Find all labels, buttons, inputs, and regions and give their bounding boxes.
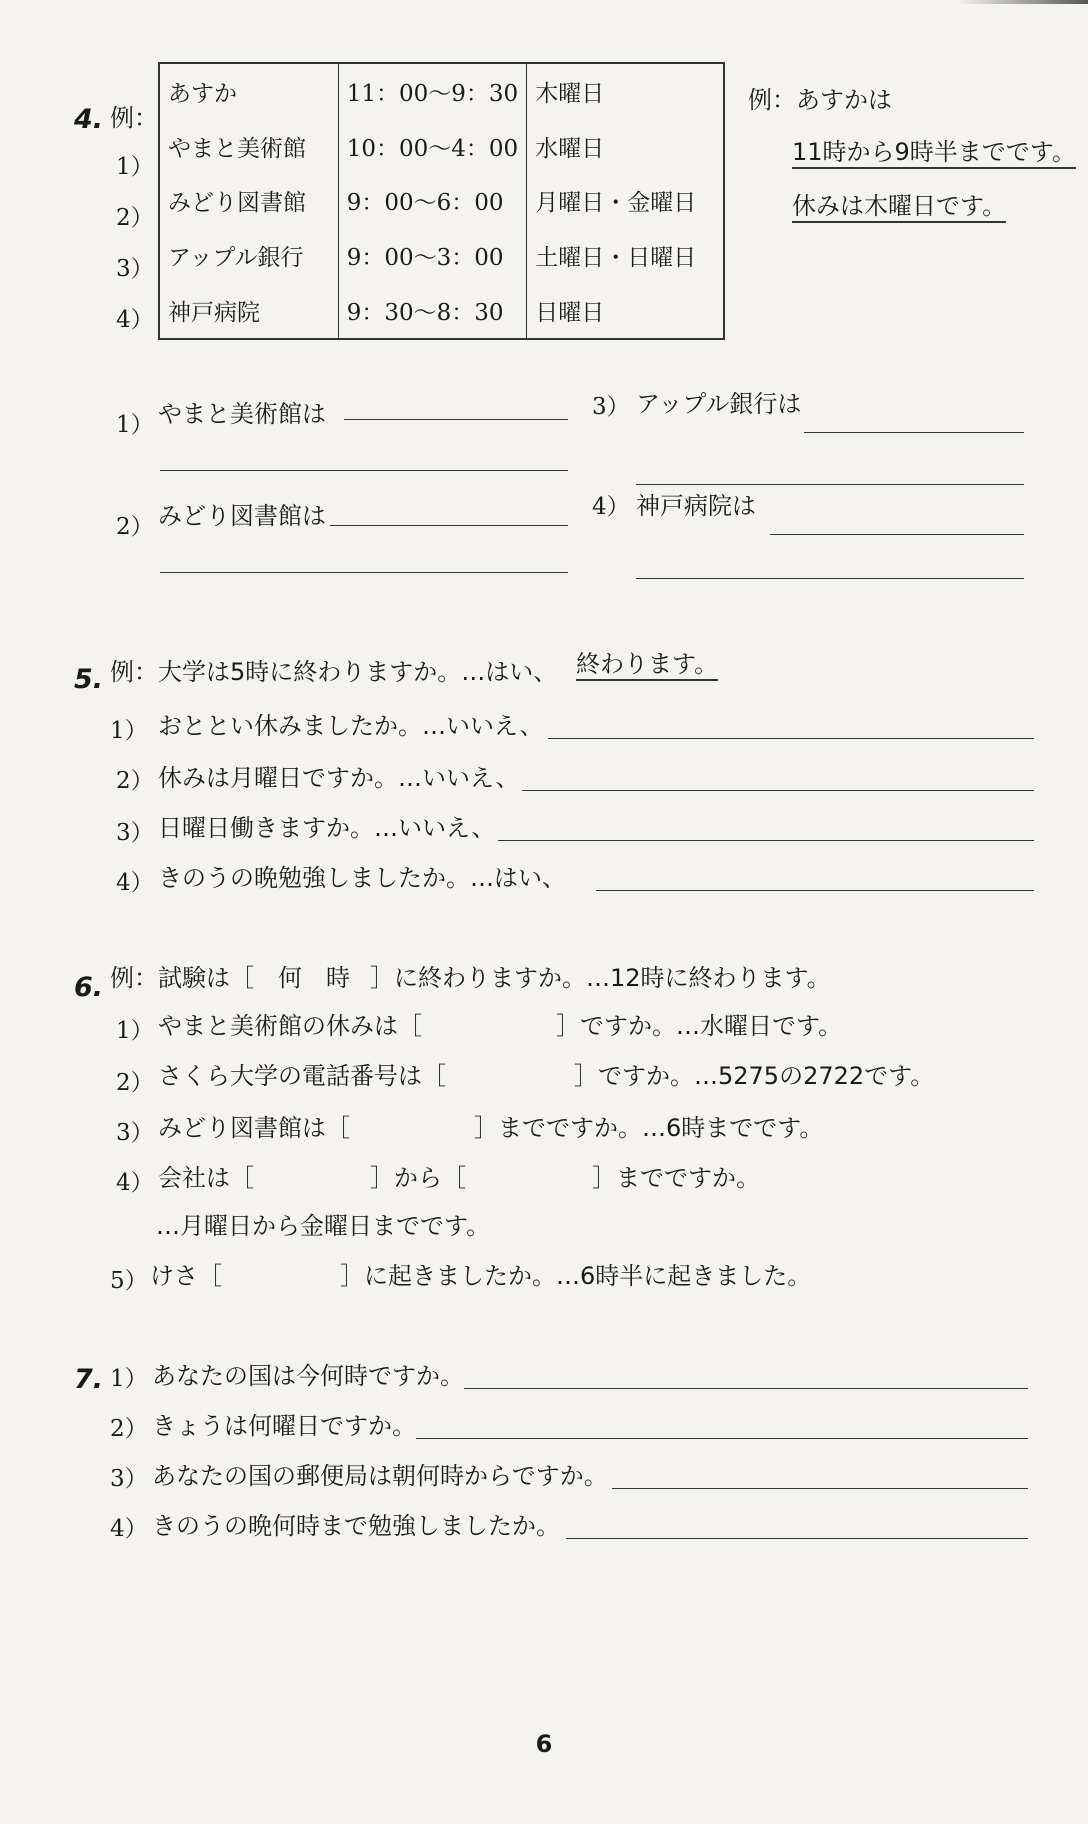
item-label: 5） (110, 1268, 148, 1294)
prompt-label: 4） (592, 494, 630, 520)
bracket-blank[interactable] (464, 1058, 564, 1088)
table-cell-hours: 10：00～4：00 (338, 119, 526, 174)
answer-line[interactable] (160, 470, 568, 471)
bracket-blank[interactable] (372, 1110, 472, 1140)
page-number: 6 (535, 1730, 553, 1758)
item-text-b: ］までですか。…6時までです。 (474, 1114, 824, 1142)
item-text-a: 会社は［ (158, 1164, 254, 1192)
table-cell-hours: 11：00～9：30 (338, 63, 526, 119)
schedule-table (158, 62, 725, 340)
exercise-7-number: 7. (74, 1364, 104, 1395)
answer-line[interactable] (596, 890, 1034, 891)
table-row (159, 119, 724, 174)
bracket-blank[interactable] (266, 1160, 366, 1190)
bracket-blank[interactable] (238, 1258, 348, 1288)
bracket-blank[interactable] (480, 1160, 590, 1190)
answer-line[interactable] (804, 432, 1024, 433)
prompt-text: 神戸病院は (636, 492, 756, 520)
table-row-label: 2） (116, 205, 154, 231)
table-row (159, 174, 724, 229)
item-label: 3） (116, 820, 154, 846)
table-row (159, 283, 724, 339)
item-text-b: ］から［ (370, 1164, 466, 1192)
item-label: 4） (116, 870, 154, 896)
item-label: 3） (110, 1466, 148, 1492)
item-text-c: ］までですか。 (592, 1164, 760, 1192)
table-cell-days: 水曜日 (535, 135, 605, 162)
item-text-b: ］ですか。…5275の2722です。 (574, 1062, 935, 1090)
table-cell-days: 木曜日 (535, 80, 605, 107)
item-label: 1） (110, 718, 148, 744)
table-cell-name: 神戸病院 (159, 283, 338, 339)
example-question: 例：大学は5時に終わりますか。…はい、 (110, 658, 558, 686)
item-label: 2） (116, 768, 154, 794)
table-row (159, 228, 724, 283)
answer-line[interactable] (566, 1538, 1028, 1539)
bracket-blank[interactable] (448, 1008, 548, 1038)
table-row-label: 1） (116, 154, 154, 180)
table-cell-days: 日曜日 (535, 300, 605, 327)
table-cell-hours: 9：00～6：00 (338, 174, 526, 229)
item-text-b: ］に起きましたか。…6時半に起きました。 (340, 1262, 812, 1290)
table-row (159, 63, 724, 119)
prompt-text: やまと美術館は (158, 400, 326, 428)
answer-line[interactable] (770, 534, 1024, 535)
table-cell-days: 月曜日・金曜日 (535, 190, 697, 217)
item-text-a: さくら大学の電話番号は［ (158, 1062, 446, 1090)
item-text: きのうの晩勉強しましたか。…はい、 (158, 864, 566, 892)
example-answer-head: 例：あすかは (748, 86, 892, 114)
item-label: 2） (116, 1070, 154, 1096)
item-label: 2） (110, 1416, 148, 1442)
item-text: 休みは月曜日ですか。…いいえ、 (158, 764, 520, 792)
table-cell-name: みどり図書館 (159, 174, 338, 229)
example-text-b: ］に終わりますか。…12時に終わります。 (370, 964, 831, 992)
item-text: きのうの晩何時まで勉強しましたか。 (152, 1512, 560, 1540)
exercise-5-number: 5. (74, 664, 104, 695)
item-text: きょうは何曜日ですか。 (152, 1412, 416, 1440)
answer-line[interactable] (416, 1438, 1028, 1439)
item-label: 4） (110, 1516, 148, 1542)
answer-line[interactable] (636, 484, 1024, 485)
example-text-a: 例：試験は［ (110, 964, 254, 992)
answer-line[interactable] (330, 525, 568, 526)
example-answer-line1: 11時から9時半までです。 (792, 140, 1076, 169)
answer-line[interactable] (498, 840, 1034, 841)
table-row-label: 4） (116, 307, 154, 333)
table-cell-name: アップル銀行 (159, 228, 338, 283)
example-fill: 何 時 (278, 964, 350, 992)
answer-line[interactable] (548, 738, 1034, 739)
answer-line[interactable] (636, 578, 1024, 579)
table-cell-name: やまと美術館 (159, 119, 338, 174)
exercise-4-number: 4. (74, 104, 104, 135)
item-text: あなたの国の郵便局は朝何時からですか。 (152, 1462, 608, 1490)
answer-line[interactable] (344, 419, 568, 420)
example-answer: 終わります。 (576, 652, 718, 681)
prompt-label: 1） (116, 412, 154, 438)
page-edge (0, 0, 1088, 4)
item-text: おととい休みましたか。…いいえ、 (158, 712, 544, 740)
item-text-a: みどり図書館は［ (158, 1114, 350, 1142)
item-text: あなたの国は今何時ですか。 (152, 1362, 464, 1390)
item-text-a: けさ［ (150, 1262, 222, 1290)
table-cell-name: あすか (159, 63, 338, 119)
prompt-text: アップル銀行は (636, 390, 802, 418)
table-row-label: 3） (116, 256, 154, 282)
item-answer: …月曜日から金曜日までです。 (156, 1212, 491, 1240)
prompt-label: 3） (592, 394, 630, 420)
answer-line[interactable] (612, 1488, 1028, 1489)
table-cell-days: 土曜日・日曜日 (535, 245, 697, 272)
prompt-label: 2） (116, 514, 154, 540)
item-label: 3） (116, 1120, 154, 1146)
item-label: 1） (116, 1018, 154, 1044)
answer-line[interactable] (464, 1388, 1028, 1389)
exercise-6-number: 6. (74, 972, 104, 1003)
table-cell-hours: 9：30～8：30 (338, 283, 526, 339)
answer-line[interactable] (160, 572, 568, 573)
item-label: 1） (110, 1366, 148, 1392)
item-label: 4） (116, 1170, 154, 1196)
prompt-text: みどり図書館は (158, 502, 326, 530)
exercise-4-example-marker: 例： (110, 104, 158, 132)
item-text-b: ］ですか。…水曜日です。 (556, 1012, 843, 1040)
item-text: 日曜日働きますか。…いいえ、 (158, 814, 496, 842)
example-answer-line2: 休みは木曜日です。 (792, 194, 1006, 223)
answer-line[interactable] (522, 790, 1034, 791)
item-text-a: やまと美術館の休みは［ (158, 1012, 422, 1040)
table-cell-hours: 9：00～3：00 (338, 228, 526, 283)
